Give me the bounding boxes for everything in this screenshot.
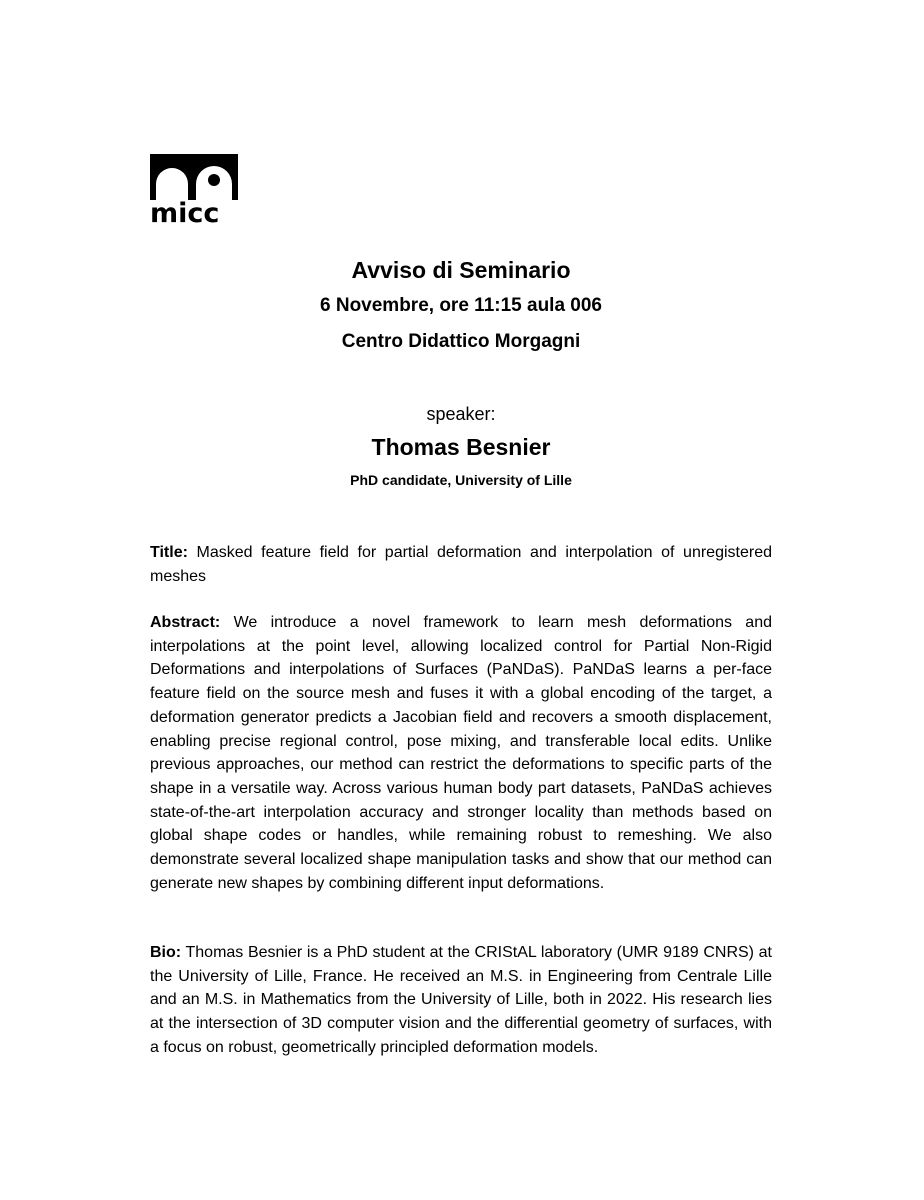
speaker-name: Thomas Besnier xyxy=(371,434,551,460)
micc-logo-icon xyxy=(150,154,238,202)
bio-text: Thomas Besnier is a PhD student at the CRIStAL laboratory (UMR 9189 CNRS) at the University of Lille, France. He received an M.S. in Engineering from Centrale Lille and an M.S. in Mathematics from the University of Lille, both in 2022. His research lies at the intersection of 3D computer vision and the differential geometry of surfaces, with a focus on robust, geometrically principled deformation models. xyxy=(150,944,773,1056)
speaker-label: speaker: xyxy=(426,404,496,424)
bio-label: Bio: xyxy=(150,944,182,961)
notice-title: Avviso di Seminario xyxy=(351,257,571,283)
abstract-label: Abstract: xyxy=(150,614,221,631)
seminar-location: Centro Didattico Morgagni xyxy=(341,331,581,352)
speaker-affiliation: PhD candidate, University of Lille xyxy=(350,472,572,488)
talk-title-paragraph xyxy=(150,541,772,588)
logo-text: micc xyxy=(150,198,220,229)
seminar-datetime: 6 Novembre, ore 11:15 aula 006 xyxy=(320,295,602,316)
abstract-text: We introduce a novel framework to learn mesh deformations and interpolations at the point level, allowing localized control for Partial Non-Rigid Deformations and interpolations of Surfaces (PaNDaS). PaNDaS learns a per-face feature field on the source mesh and fuses it with a global encoding of the target, a deformation generator predicts a Jacobian field and recovers a smooth displacement, enabling precise regional control, pose mixing, and transferable local edits. Unlike previous approaches, our method can restrict the deformations to specific parts of the shape in a versatile way. Across various human body part datasets, PaNDaS achieves state-of-the-art interpolation accuracy and stronger locality than methods based on global shape codes or handles, while remaining robust to remeshing. We also demonstrate several localized shape manipulation tasks and show that our method can generate new shapes by combining different input deformations. xyxy=(150,614,772,892)
bio-paragraph xyxy=(150,941,772,1060)
abstract-paragraph xyxy=(150,611,772,895)
talk-title-text: Masked feature field for partial deformation and interpolation of unregistered meshes xyxy=(150,544,773,585)
micc-logo xyxy=(150,154,240,228)
talk-title-label: Title: xyxy=(150,544,188,561)
